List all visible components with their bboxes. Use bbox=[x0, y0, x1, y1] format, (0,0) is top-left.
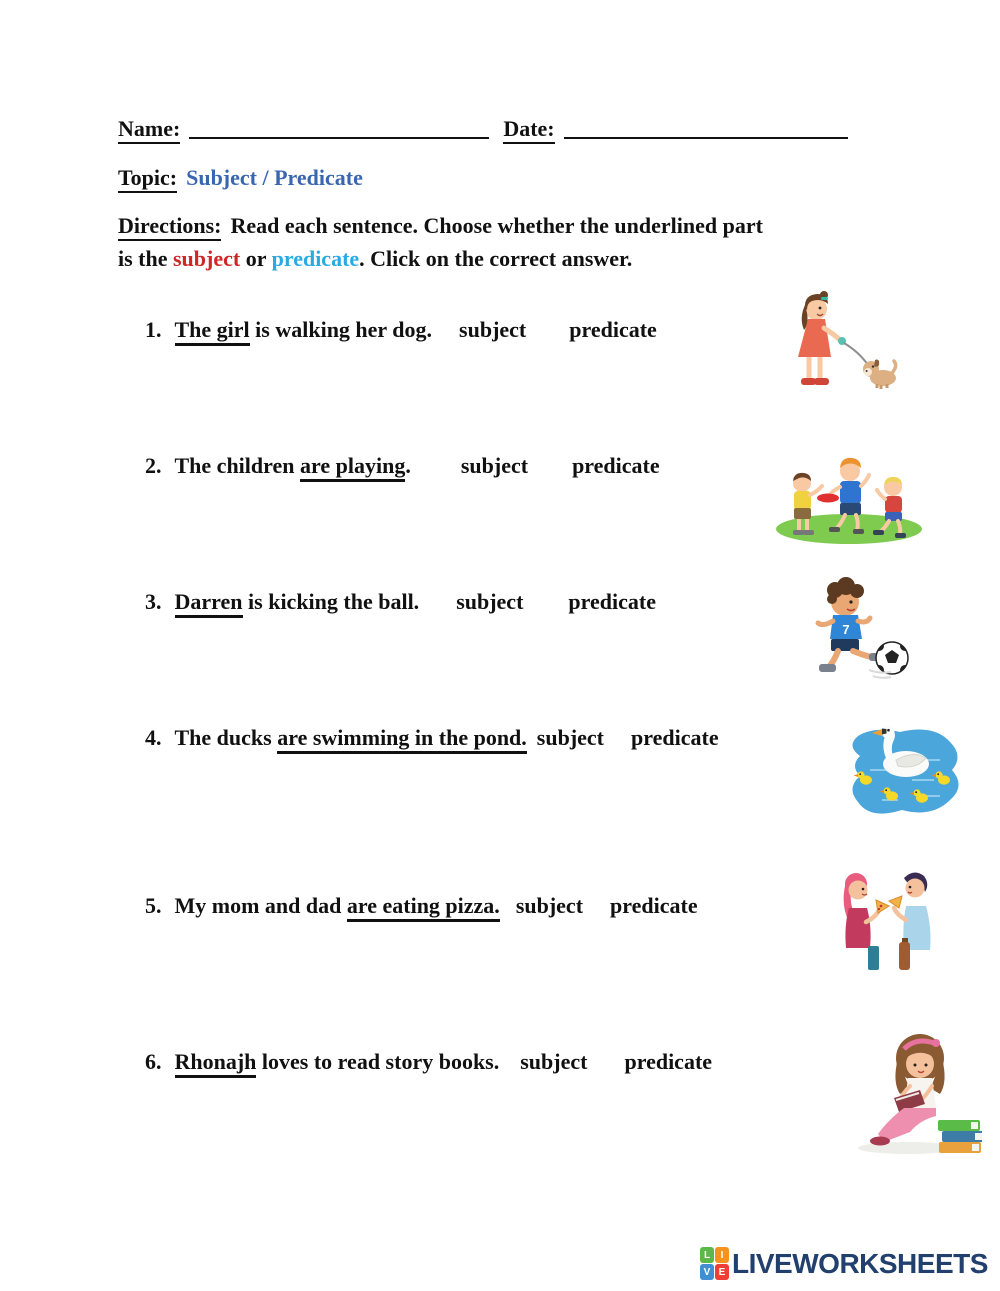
logo-letter-e: E bbox=[715, 1264, 729, 1280]
question-number: 6. bbox=[145, 1049, 162, 1074]
sentence-post: loves to read story books. bbox=[256, 1049, 500, 1074]
predicate-option[interactable]: predicate bbox=[631, 725, 719, 750]
underlined-part: are playing bbox=[300, 453, 405, 482]
logo-letter-v: V bbox=[700, 1264, 714, 1280]
underlined-part: are swimming in the pond. bbox=[277, 725, 527, 754]
jersey-number: 7 bbox=[842, 622, 850, 637]
predicate-option[interactable]: predicate bbox=[569, 317, 657, 342]
subject-option[interactable]: subject bbox=[460, 453, 529, 478]
subject-word-red: subject bbox=[173, 246, 241, 271]
directions-text4: . Click on the correct answer. bbox=[359, 246, 633, 271]
directions-text1: Read each sentence. Choose whether the underlined part bbox=[230, 213, 763, 238]
illustration-boy-kicking-ball bbox=[793, 576, 913, 693]
question-row-5 bbox=[0, 891, 1000, 918]
sentence-pre: The children bbox=[174, 453, 301, 478]
topic-row bbox=[118, 165, 363, 191]
question-number: 3. bbox=[145, 589, 162, 614]
subject-option[interactable]: subject bbox=[459, 317, 527, 342]
name-date-row bbox=[118, 116, 878, 142]
sentence-pre: My mom and dad bbox=[174, 893, 347, 918]
sentence-post: . bbox=[405, 453, 411, 478]
illustration-swan-ducklings-pond bbox=[826, 706, 966, 837]
brand-wordmark: LIVEWORKSHEETS bbox=[732, 1247, 988, 1279]
underlined-part: are eating pizza. bbox=[347, 893, 500, 922]
question-number: 5. bbox=[145, 893, 162, 918]
subject-option[interactable]: subject bbox=[536, 725, 605, 750]
question-row-3 bbox=[0, 587, 1000, 637]
sentence-post: is kicking the ball. bbox=[242, 589, 420, 614]
directions-line1 bbox=[118, 209, 928, 242]
liveworksheets-logo bbox=[700, 1247, 988, 1280]
name-blank-line[interactable] bbox=[189, 137, 489, 139]
directions-line2 bbox=[118, 242, 928, 275]
liveworksheets-grid-icon bbox=[700, 1247, 729, 1280]
predicate-word-cyan: predicate bbox=[271, 246, 360, 271]
illustration-children-playing bbox=[773, 436, 925, 551]
directions-text2: is the bbox=[118, 246, 173, 271]
subject-option[interactable]: subject bbox=[515, 893, 584, 918]
date-blank-line[interactable] bbox=[564, 137, 848, 139]
question-row-6 bbox=[0, 1047, 1000, 1074]
sentence-post: is walking her dog. bbox=[249, 317, 433, 342]
question-row-4 bbox=[0, 723, 1000, 750]
question-row-1 bbox=[0, 315, 1000, 342]
underlined-part: Darren bbox=[175, 589, 243, 618]
sentence-pre: The ducks bbox=[174, 725, 278, 750]
underlined-part: The girl bbox=[175, 317, 250, 346]
name-label: Name: bbox=[118, 116, 180, 144]
question-number: 4. bbox=[145, 725, 162, 750]
date-label: Date: bbox=[503, 116, 554, 144]
directions-label: Directions: bbox=[118, 213, 221, 241]
topic-label: Topic: bbox=[118, 165, 177, 193]
directions bbox=[118, 209, 928, 275]
underlined-part: Rhonajh bbox=[175, 1049, 257, 1078]
illustration-girl-reading-books bbox=[850, 1022, 982, 1163]
predicate-option[interactable]: predicate bbox=[572, 453, 660, 478]
question-number: 2. bbox=[145, 453, 162, 478]
topic-value: Subject / Predicate bbox=[186, 165, 363, 190]
illustration-parents-eating-pizza bbox=[818, 866, 946, 981]
logo-letter-l: L bbox=[700, 1247, 714, 1263]
predicate-option[interactable]: predicate bbox=[610, 893, 698, 918]
predicate-option[interactable]: predicate bbox=[624, 1049, 713, 1074]
directions-text3: or bbox=[240, 246, 272, 271]
illustration-girl-walking-dog bbox=[783, 288, 905, 403]
subject-option[interactable]: subject bbox=[456, 589, 524, 614]
question-number: 1. bbox=[145, 317, 162, 342]
logo-letter-i: I bbox=[715, 1247, 729, 1263]
subject-option[interactable]: subject bbox=[520, 1049, 588, 1074]
predicate-option[interactable]: predicate bbox=[568, 589, 656, 614]
question-row-2 bbox=[0, 451, 1000, 478]
